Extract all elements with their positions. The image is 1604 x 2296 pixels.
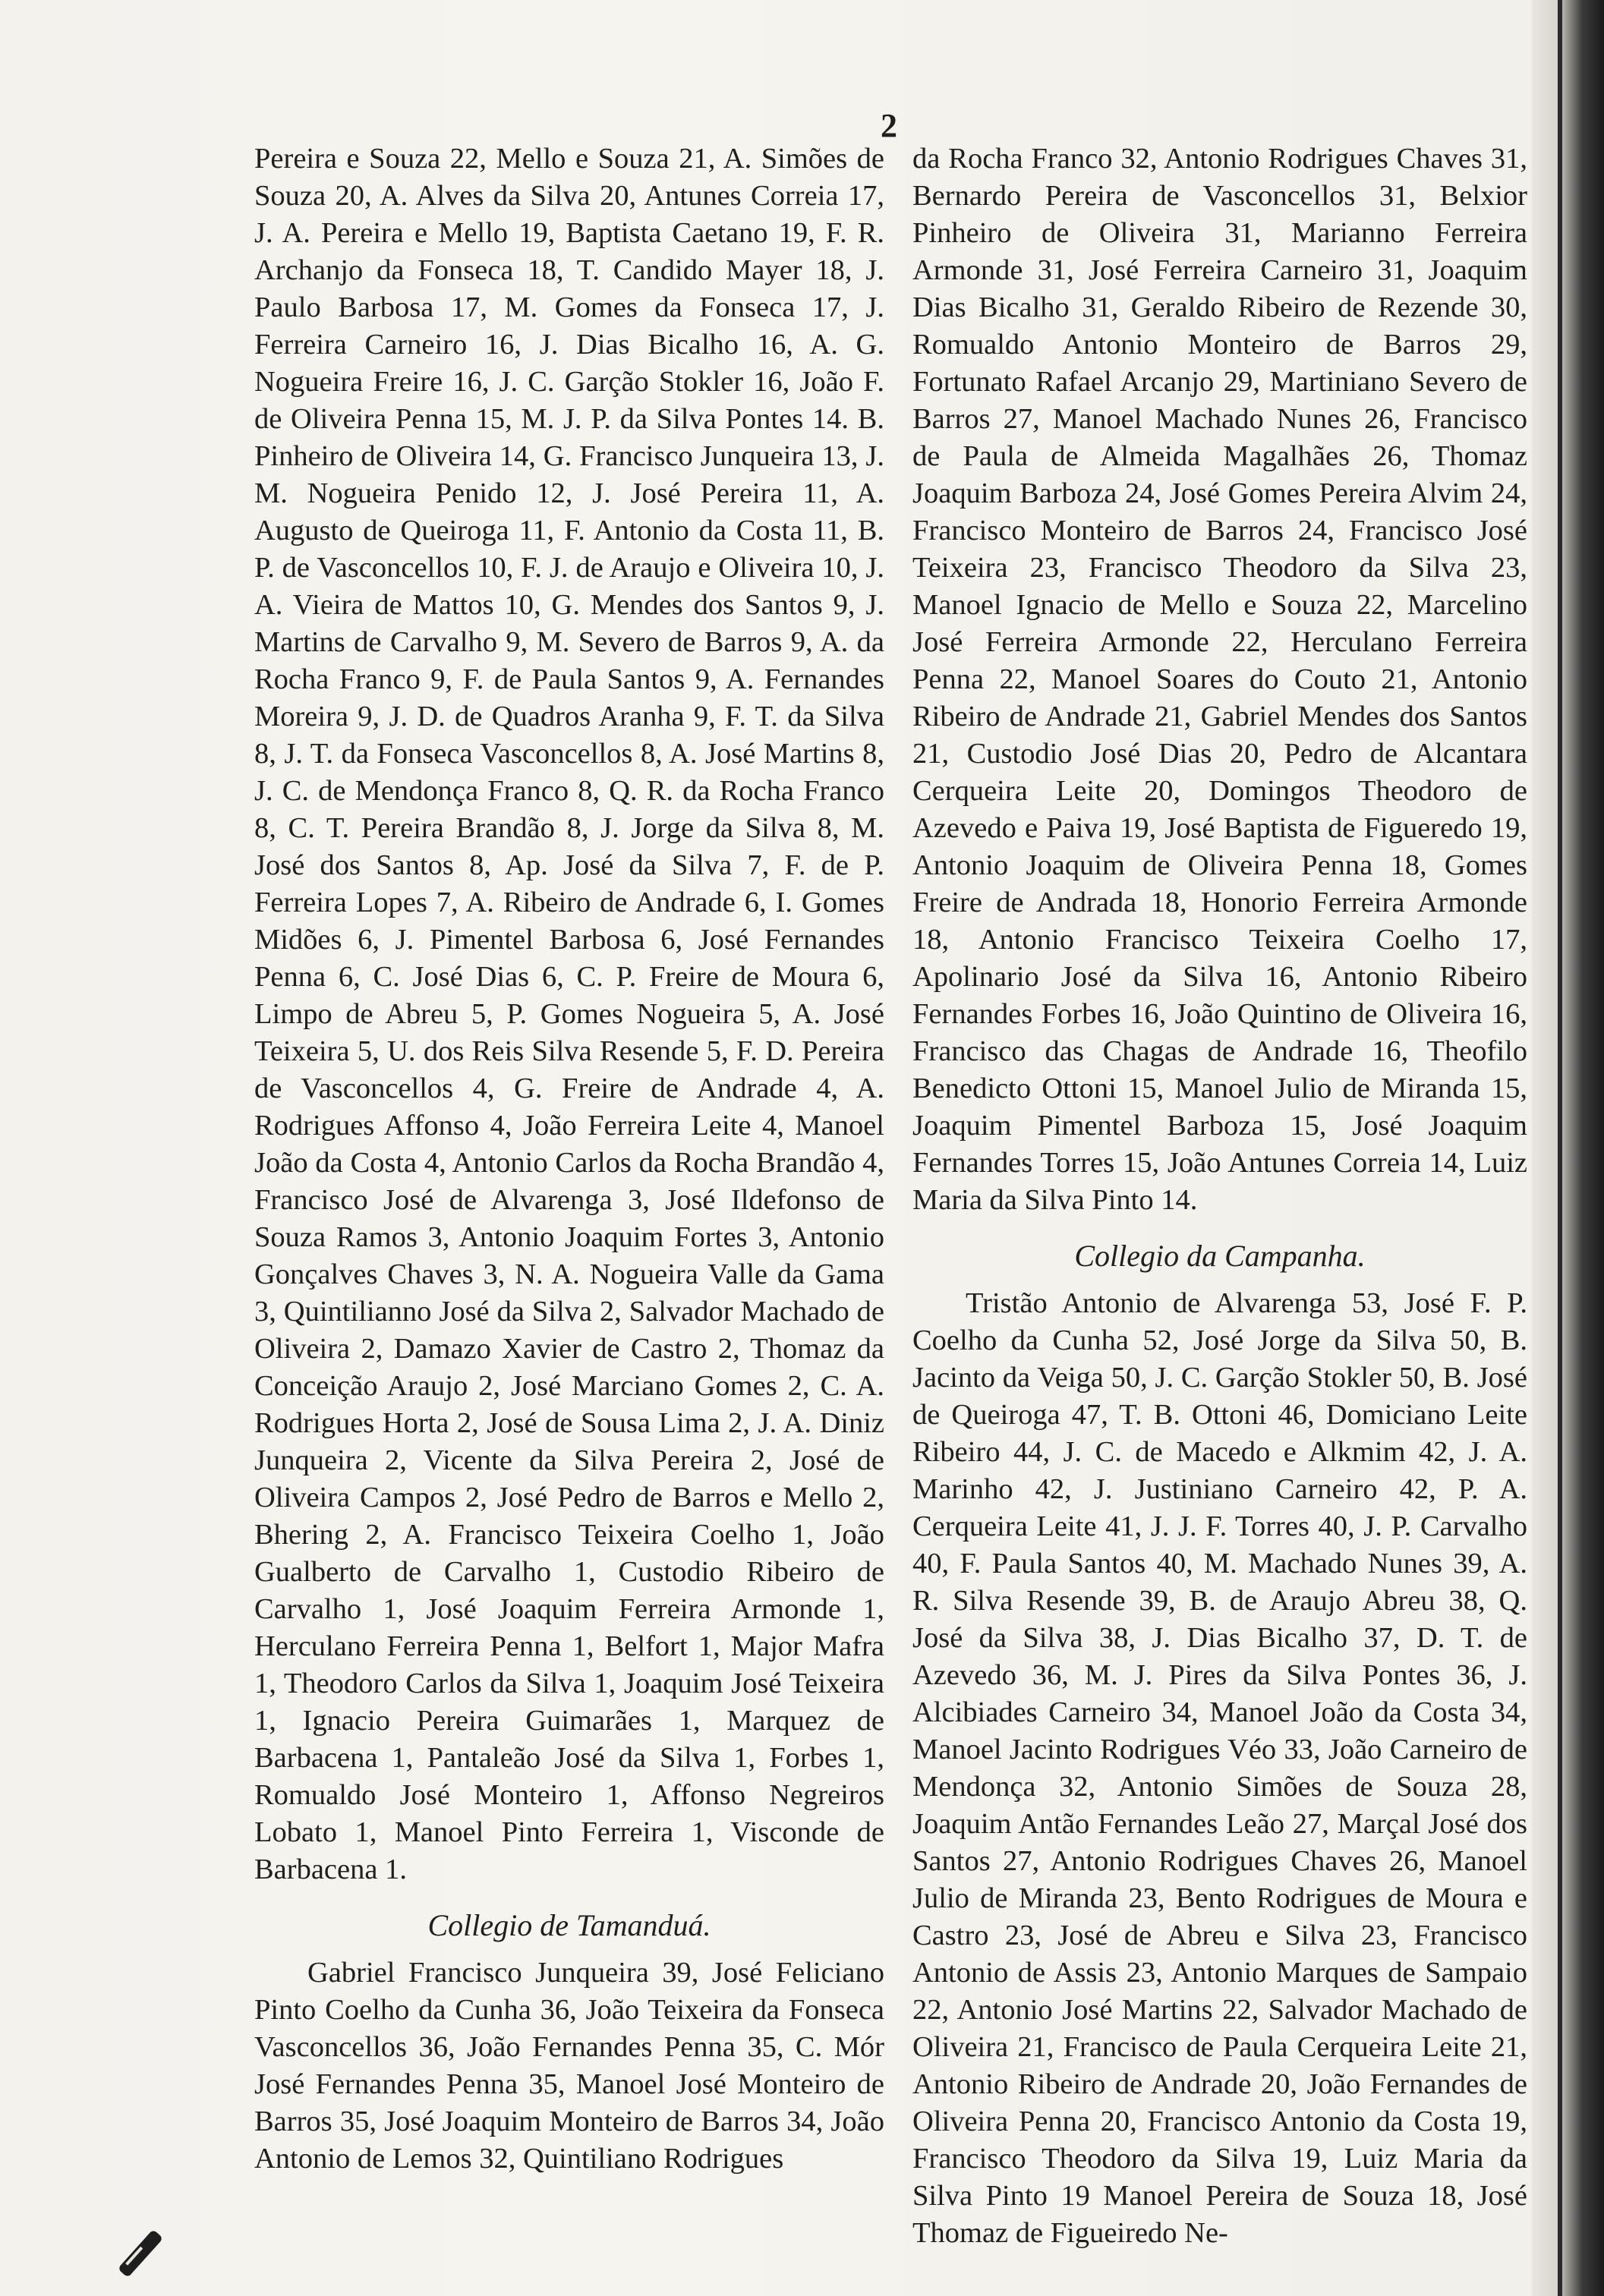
left-column: [254, 140, 884, 2178]
bleed-through-header: [288, 83, 1275, 119]
right-paragraph-1: da Rocha Franco 32, Antonio Rodrigues Chaves 31, Bernardo Pereira de Vasconcellos 31, Belxior Pinheiro de Oliveira 31, Marianno Ferreira Armonde 31, José Ferreira Carneiro 31, Joaquim Dias Bicalho 31, Geraldo Ribeiro de Rezende 30, Romualdo Antonio Monteiro de Barros 29, Fortunato Rafael Arcanjo 29, Martiniano Severo de Barros 27, Manoel Machado Nunes 26, Francisco de Paula de Almeida Magalhães 26, Thomaz Joaquim Barboza 24, José Gomes Pereira Alvim 24, Francisco Monteiro de Barros 24, Francisco José Teixeira 23, Francisco Theodoro da Silva 23, Manoel Ignacio de Mello e Souza 22, Marcelino José Ferreira Armonde 22, Herculano Ferreira Penna 22, Manoel Soares do Couto 21, Antonio Ribeiro de Andrade 21, Gabriel Mendes dos Santos 21, Custodio José Dias 20, Pedro de Alcantara Cerqueira Leite 20, Domingos Theodoro de Azevedo e Paiva 19, José Baptista de Figueredo 19, Antonio Joaquim de Oliveira Penna 18, Gomes Freire de Andrada 18, Honorio Ferreira Armonde 18, Antonio Francisco Teixeira Coelho 17, Apolinario José da Silva 16, Antonio Ribeiro Fernandes Forbes 16, João Quintino de Oliveira 16, Francisco das Chagas de Andrade 16, Theofilo Benedicto Ottoni 15, Manoel Julio de Miranda 15, Joaquim Pimentel Barboza 15, José Joaquim Fernandes Torres 15, João Antunes Correia 14, Luiz Maria da Silva Pinto 14.: [912, 143, 1527, 1216]
binding-edge-shadow: [1532, 0, 1604, 2296]
page-number: 2: [881, 107, 897, 144]
left-paragraph-1: Pereira e Souza 22, Mello e Souza 21, A. Simões de Souza 20, A. Alves da Silva 20, Antunes Correia 17, J. A. Pereira e Mello 19, Baptista Caetano 19, F. R. Archanjo da Fonseca 18, T. Candido Mayer 18, J. Paulo Barbosa 17, M. Gomes da Fonseca 17, J. Ferreira Carneiro 16, J. Dias Bicalho 16, A. G. Nogueira Freire 16, J. C. Garção Stokler 16, João F. de Oliveira Penna 15, M. J. P. da Silva Pontes 14. B. Pinheiro de Oliveira 14, G. Francisco Junqueira 13, J. M. Nogueira Penido 12, J. José Pereira 11, A. Augusto de Queiroga 11, F. Antonio da Costa 11, B. P. de Vasconcellos 10, F. J. de Araujo e Oliveira 10, J. A. Vieira de Mattos 10, G. Mendes dos Santos 9, J. Martins de Carvalho 9, M. Severo de Barros 9, A. da Rocha Franco 9, F. de Paula Santos 9, A. Fernandes Moreira 9, J. D. de Quadros Aranha 9, F. T. da Silva 8, J. T. da Fonseca Vasconcellos 8, A. José Martins 8, J. C. de Mendonça Franco 8, Q. R. da Rocha Franco 8, C. T. Pereira Brandão 8, J. Jorge da Silva 8, M. José dos Santos 8, Ap. José da Silva 7, F. de P. Ferreira Lopes 7, A. Ribeiro de Andrade 6, I. Gomes Midões 6, J. Pimentel Barbosa 6, José Fernandes Penna 6, C. José Dias 6, C. P. Freire de Moura 6, Limpo de Abreu 5, P. Gomes Nogueira 5, A. José Teixeira 5, U. dos Reis Silva Resende 5, F. D. Pereira de Vasconcellos 4, G. Freire de Andrade 4, A. Rodrigues Affonso 4, João Ferreira Leite 4, Manoel João da Costa 4, Antonio Carlos da Rocha Brandão 4, Francisco José de Alvarenga 3, José Ildefonso de Souza Ramos 3, Antonio Joaquim Fortes 3, Antonio Gonçalves Chaves 3, N. A. Nogueira Valle da Gama 3, Quintilianno José da Silva 2, Salvador Machado de Oliveira 2, Damazo Xavier de Castro 2, Thomaz da Conceição Araujo 2, José Marciano Gomes 2, C. A. Rodrigues Horta 2, José de Sousa Lima 2, J. A. Diniz Junqueira 2, Vicente da Silva Pereira 2, José de Oliveira Campos 2, José Pedro de Barros e Mello 2, Bhering 2, A. Francisco Teixeira Coelho 1, João Gualberto de Carvalho 1, Custodio Ribeiro de Carvalho 1, José Joaquim Ferreira Armonde 1, Herculano Ferreira Penna 1, Belfort 1, Major Mafra 1, Theodoro Carlos da Silva 1, Joaquim José Teixeira 1, Ignacio Pereira Guimarães 1, Marquez de Barbacena 1, Pantaleão José da Silva 1, Forbes 1, Romualdo José Monteiro 1, Affonso Negreiros Lobato 1, Manoel Pinto Ferreira 1, Visconde de Barbacena 1.: [254, 143, 884, 1885]
heading-collegio-campanha: Collegio da Campanha.: [1074, 1239, 1366, 1273]
right-paragraph-2: Tristão Antonio de Alvarenga 53, José F. P. Coelho da Cunha 52, José Jorge da Silva 50, B. Jacinto da Veiga 50, J. C. Garção Stokler 50, B. José de Queiroga 47, T. B. Ottoni 46, Domiciano Leite Ribeiro 44, J. C. de Macedo e Alkmim 42, J. A. Marinho 42, J. Justiniano Carneiro 42, P. A. Cerqueira Leite 41, J. J. F. Torres 40, J. P. Carvalho 40, F. Paula Santos 40, M. Machado Nunes 39, A. R. Silva Resende 39, B. de Araujo Abreu 38, Q. José da Silva 38, J. Dias Bicalho 37, D. T. de Azevedo 36, M. J. Pires da Silva Pontes 36, J. Alcibiades Carneiro 34, Manoel João da Costa 34, Manoel Jacinto Rodrigues Véo 33, João Carneiro de Mendonça 32, Antonio Simões de Souza 28, Joaquim Antão Fernandes Leão 27, Marçal José dos Santos 27, Antonio Rodrigues Chaves 26, Manoel Julio de Miranda 23, Bento Rodrigues de Moura e Castro 23, José de Abreu e Silva 23, Francisco Antonio de Assis 23, Antonio Marques de Sampaio 22, Antonio José Martins 22, Salvador Machado de Oliveira 21, Francisco de Paula Cerqueira Leite 21, Antonio Ribeiro de Andrade 20, João Fernandes de Oliveira Penna 20, Francisco Antonio da Costa 19, Francisco Theodoro da Silva 19, Luiz Maria da Silva Pinto 19 Manoel Pereira de Souza 18, José Thomaz de Figueiredo Ne-: [912, 1287, 1527, 2249]
left-paragraph-2: Gabriel Francisco Junqueira 39, José Feliciano Pinto Coelho da Cunha 36, João Teixeira da Fonseca Vasconcellos 36, João Fernandes Penna 35, C. Mór José Fernandes Penna 35, Manoel José Monteiro de Barros 35, José Joaquim Monteiro de Barros 34, João Antonio de Lemos 32, Quintiliano Rodrigues: [254, 1957, 884, 2175]
right-column: [912, 140, 1527, 2252]
pen-icon: [118, 2229, 163, 2278]
heading-collegio-tamandua: Collegio de Tamanduá.: [427, 1908, 711, 1942]
binding-edge-line: [1558, 0, 1562, 2296]
